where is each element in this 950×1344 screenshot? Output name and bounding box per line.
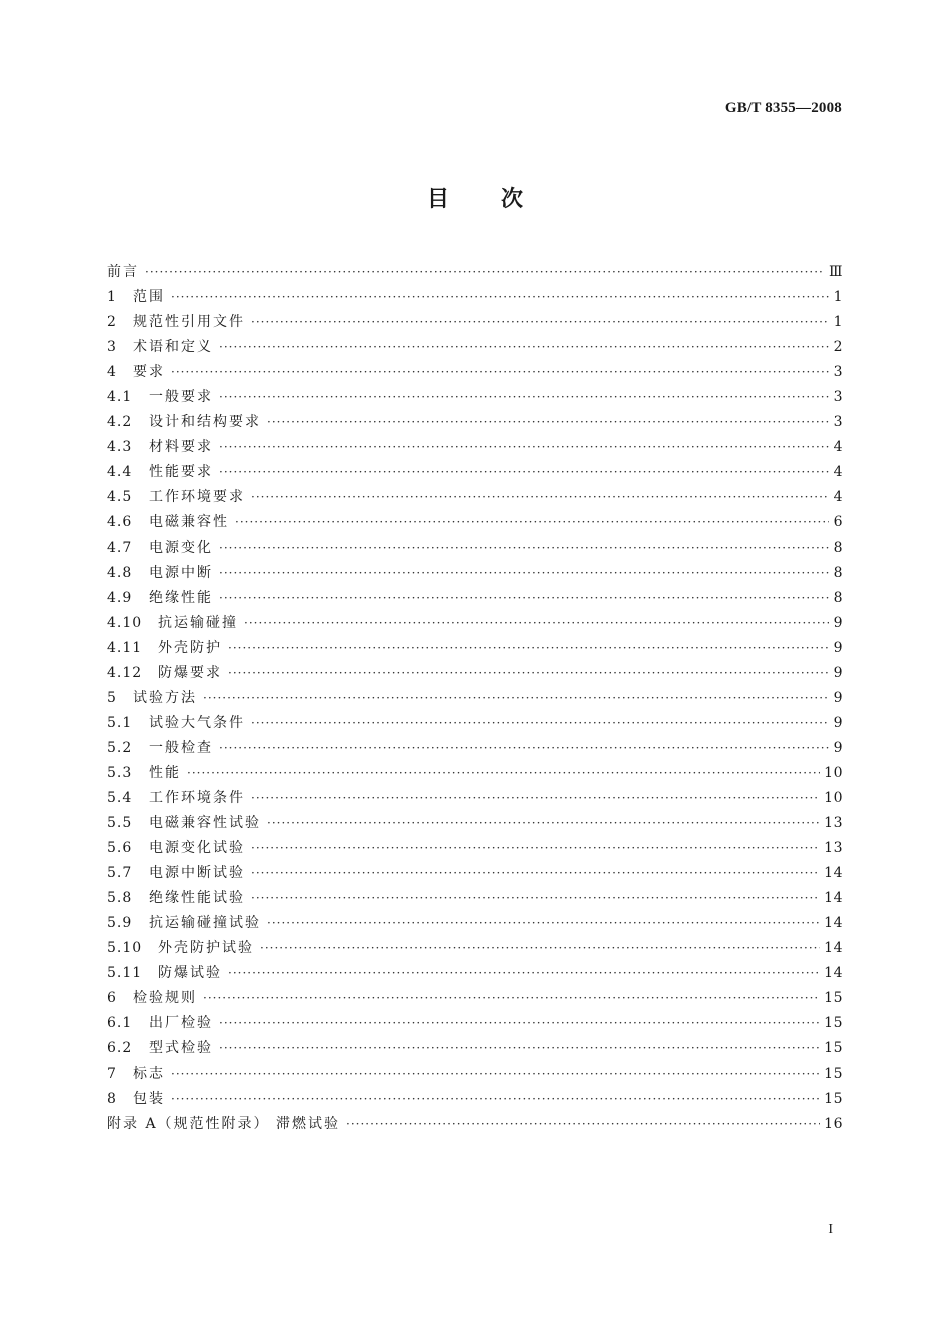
toc-entry-title: 外壳防护 xyxy=(158,639,222,656)
toc-entry-page: 9 xyxy=(833,739,843,756)
toc-entry-title: 电源中断 xyxy=(149,564,213,581)
toc-entry-number: 5.3 xyxy=(107,764,133,781)
toc-entry[interactable] xyxy=(107,460,843,485)
toc-leader-dots xyxy=(346,1112,820,1137)
toc-entry[interactable] xyxy=(107,886,843,911)
toc-entry-number: 4.9 xyxy=(107,589,133,606)
toc-entry-title: 工作环境条件 xyxy=(149,789,245,806)
toc-entry-page: 15 xyxy=(824,1090,843,1107)
toc-entry-number: 5.8 xyxy=(107,890,133,907)
toc-entry-title: 附录 A（规范性附录） 滞燃试验 xyxy=(107,1115,341,1132)
toc-entry-page: 3 xyxy=(833,389,843,406)
toc-leader-dots xyxy=(171,360,829,385)
toc-entry-title: 检验规则 xyxy=(133,990,197,1007)
toc-entry-number: 5.9 xyxy=(107,915,133,932)
toc-entry-page: 2 xyxy=(833,339,843,356)
toc-leader-dots xyxy=(203,686,829,711)
toc-entry-title: 材料要求 xyxy=(149,439,213,456)
toc-entry-title: 要求 xyxy=(133,364,165,381)
toc-entry-number: 4.5 xyxy=(107,489,133,506)
toc-entry[interactable] xyxy=(107,586,843,611)
toc-leader-dots xyxy=(267,811,820,836)
toc-entry[interactable] xyxy=(107,761,843,786)
toc-entry-number: 3 xyxy=(107,339,117,356)
toc-entry-title: 电源变化 xyxy=(149,539,213,556)
toc-entry-number: 4.4 xyxy=(107,464,133,481)
toc-entry-page: 15 xyxy=(824,1015,843,1032)
toc-entry-page: 14 xyxy=(824,965,843,982)
toc-entry[interactable] xyxy=(107,435,843,460)
toc-entry[interactable] xyxy=(107,335,843,360)
toc-entry-page: 10 xyxy=(824,789,843,806)
toc-entry-title: 性能 xyxy=(149,764,181,781)
toc-leader-dots xyxy=(171,1087,820,1112)
toc-entry-title: 规范性引用文件 xyxy=(133,314,245,331)
toc-entry-page: 4 xyxy=(833,439,843,456)
toc-entry-number: 4.10 xyxy=(107,614,143,631)
toc-entry-page: 13 xyxy=(824,815,843,832)
toc-entry[interactable] xyxy=(107,686,843,711)
toc-leader-dots xyxy=(219,586,829,611)
toc-entry-page: 16 xyxy=(824,1115,843,1132)
toc-leader-dots xyxy=(244,611,829,636)
toc-entry-number: 4 xyxy=(107,364,117,381)
toc-entry[interactable] xyxy=(107,360,843,385)
toc-entry-page: Ⅲ xyxy=(828,264,843,280)
toc-entry-title: 工作环境要求 xyxy=(149,489,245,506)
toc-entry[interactable] xyxy=(107,661,843,686)
toc-entry[interactable] xyxy=(107,736,843,761)
toc-entry-page: 14 xyxy=(824,865,843,882)
toc-entry-title: 防爆试验 xyxy=(158,965,222,982)
toc-entry-number: 7 xyxy=(107,1065,117,1082)
toc-entry-number: 5.2 xyxy=(107,739,133,756)
toc-entry-title: 绝缘性能试验 xyxy=(149,890,245,907)
toc-entry-number: 6.2 xyxy=(107,1040,133,1057)
toc-entry-number: 4.2 xyxy=(107,414,133,431)
standard-code: GB/T 8355—2008 xyxy=(724,100,842,116)
toc-entry-title: 前言 xyxy=(107,264,139,280)
toc-leader-dots xyxy=(145,260,825,285)
toc-entry[interactable] xyxy=(107,410,843,435)
toc-entry-number: 4.8 xyxy=(107,564,133,581)
toc-entry-title: 性能要求 xyxy=(149,464,213,481)
toc-entry-title: 抗运输碰撞试验 xyxy=(149,915,261,932)
page-title: 目次 xyxy=(426,187,575,212)
toc-leader-dots xyxy=(251,485,829,510)
toc-entry-page: 9 xyxy=(833,614,843,631)
toc-entry-page: 4 xyxy=(833,464,843,481)
toc-entry-page: 15 xyxy=(824,1065,843,1082)
toc-leader-dots xyxy=(251,786,820,811)
toc-entry-number: 4.1 xyxy=(107,389,133,406)
toc-entry[interactable] xyxy=(107,811,843,836)
toc-entry-number: 5.11 xyxy=(107,965,143,982)
toc-entry-page: 10 xyxy=(824,764,843,781)
toc-leader-dots xyxy=(228,636,829,661)
toc-leader-dots xyxy=(219,561,829,586)
toc-entry[interactable] xyxy=(107,485,843,510)
toc-entry-page: 9 xyxy=(833,664,843,681)
toc-entry-number: 5 xyxy=(107,689,117,706)
toc-entry-title: 电磁兼容性 xyxy=(149,514,229,531)
toc-leader-dots xyxy=(219,736,829,761)
toc-entry-page: 15 xyxy=(824,990,843,1007)
toc-entry[interactable] xyxy=(107,961,843,986)
toc-entry-number: 1 xyxy=(107,289,117,306)
toc-entry-title: 包装 xyxy=(133,1090,165,1107)
toc-entry-title: 绝缘性能 xyxy=(149,589,213,606)
toc-leader-dots xyxy=(203,986,820,1011)
toc-leader-dots xyxy=(219,435,829,460)
toc-entry[interactable] xyxy=(107,786,843,811)
toc-entry-title: 出厂检验 xyxy=(149,1015,213,1032)
toc-entry-page: 9 xyxy=(833,714,843,731)
toc-entry[interactable] xyxy=(107,1087,843,1112)
toc-entry-page: 9 xyxy=(833,689,843,706)
toc-entry-page: 14 xyxy=(824,915,843,932)
toc-entry[interactable] xyxy=(107,986,843,1011)
toc-entry-number: 4.3 xyxy=(107,439,133,456)
toc-entry[interactable] xyxy=(107,260,843,285)
toc-leader-dots xyxy=(228,961,820,986)
toc-entry-number: 2 xyxy=(107,314,117,331)
toc-entry-number: 5.10 xyxy=(107,940,143,957)
toc-entry-page: 8 xyxy=(833,589,843,606)
toc-leader-dots xyxy=(171,285,829,310)
toc-entry-page: 4 xyxy=(833,489,843,506)
toc-entry[interactable] xyxy=(107,611,843,636)
toc-entry-number: 5.7 xyxy=(107,865,133,882)
toc-entry[interactable] xyxy=(107,310,843,335)
toc-leader-dots xyxy=(251,711,829,736)
toc-entry-page: 13 xyxy=(824,840,843,857)
toc-entry-number: 4.11 xyxy=(107,639,143,656)
toc-entry-title: 抗运输碰撞 xyxy=(158,614,238,631)
toc-leader-dots xyxy=(219,335,829,360)
toc-entry-title: 电源变化试验 xyxy=(149,840,245,857)
toc-entry[interactable] xyxy=(107,911,843,936)
toc-leader-dots xyxy=(219,460,829,485)
toc-entry[interactable] xyxy=(107,836,843,861)
toc-entry-page: 3 xyxy=(833,364,843,381)
toc-entry[interactable] xyxy=(107,861,843,886)
toc-entry-number: 5.6 xyxy=(107,840,133,857)
toc-entry-page: 1 xyxy=(833,314,843,331)
toc-entry-page: 8 xyxy=(833,539,843,556)
toc-entry[interactable] xyxy=(107,711,843,736)
toc-leader-dots xyxy=(187,761,820,786)
toc-entry-title: 范围 xyxy=(133,289,165,306)
toc-entry-page: 9 xyxy=(833,639,843,656)
toc-entry-title: 电源中断试验 xyxy=(149,865,245,882)
toc-leader-dots xyxy=(251,861,820,886)
toc-leader-dots xyxy=(235,510,829,535)
toc-entry-title: 防爆要求 xyxy=(158,664,222,681)
toc-entry[interactable] xyxy=(107,636,843,661)
toc-entry-number: 4.12 xyxy=(107,664,143,681)
toc-leader-dots xyxy=(267,911,820,936)
toc-entry-page: 14 xyxy=(824,940,843,957)
toc-entry[interactable] xyxy=(107,385,843,410)
toc-entry-title: 外壳防护试验 xyxy=(158,940,254,957)
toc-leader-dots xyxy=(251,836,820,861)
toc-entry-page: 1 xyxy=(833,289,843,306)
table-of-contents xyxy=(107,260,843,1137)
toc-leader-dots xyxy=(219,385,829,410)
toc-entry[interactable] xyxy=(107,1112,843,1137)
toc-entry-number: 6 xyxy=(107,990,117,1007)
toc-entry-title: 试验大气条件 xyxy=(149,714,245,731)
toc-entry[interactable] xyxy=(107,510,843,535)
toc-entry-number: 5.4 xyxy=(107,789,133,806)
page-number: I xyxy=(828,1222,833,1237)
toc-entry-page: 14 xyxy=(824,890,843,907)
toc-entry[interactable] xyxy=(107,1011,843,1036)
toc-entry[interactable] xyxy=(107,561,843,586)
toc-leader-dots xyxy=(260,936,820,961)
toc-entry-number: 6.1 xyxy=(107,1015,133,1032)
toc-entry-title: 标志 xyxy=(133,1065,165,1082)
toc-entry-page: 3 xyxy=(833,414,843,431)
toc-entry-number: 5.1 xyxy=(107,714,133,731)
toc-leader-dots xyxy=(251,310,829,335)
toc-leader-dots xyxy=(171,1062,820,1087)
toc-entry-title: 一般要求 xyxy=(149,389,213,406)
toc-entry-title: 设计和结构要求 xyxy=(149,414,261,431)
toc-entry[interactable] xyxy=(107,1036,843,1061)
toc-entry-page: 6 xyxy=(833,514,843,531)
toc-entry-title: 术语和定义 xyxy=(133,339,213,356)
toc-entry[interactable] xyxy=(107,1062,843,1087)
toc-entry[interactable] xyxy=(107,536,843,561)
toc-leader-dots xyxy=(219,1011,820,1036)
toc-entry[interactable] xyxy=(107,936,843,961)
toc-entry-number: 8 xyxy=(107,1090,117,1107)
toc-entry-number: 5.5 xyxy=(107,815,133,832)
toc-entry-title: 试验方法 xyxy=(133,689,197,706)
toc-entry-page: 15 xyxy=(824,1040,843,1057)
toc-entry-page: 8 xyxy=(833,564,843,581)
toc-entry-title: 型式检验 xyxy=(149,1040,213,1057)
toc-entry[interactable] xyxy=(107,285,843,310)
toc-leader-dots xyxy=(219,536,829,561)
toc-entry-number: 4.6 xyxy=(107,514,133,531)
toc-leader-dots xyxy=(251,886,820,911)
toc-leader-dots xyxy=(228,661,829,686)
toc-entry-title: 电磁兼容性试验 xyxy=(149,815,261,832)
toc-entry-number: 4.7 xyxy=(107,539,133,556)
toc-leader-dots xyxy=(219,1036,820,1061)
toc-entry-title: 一般检查 xyxy=(149,739,213,756)
toc-leader-dots xyxy=(267,410,829,435)
